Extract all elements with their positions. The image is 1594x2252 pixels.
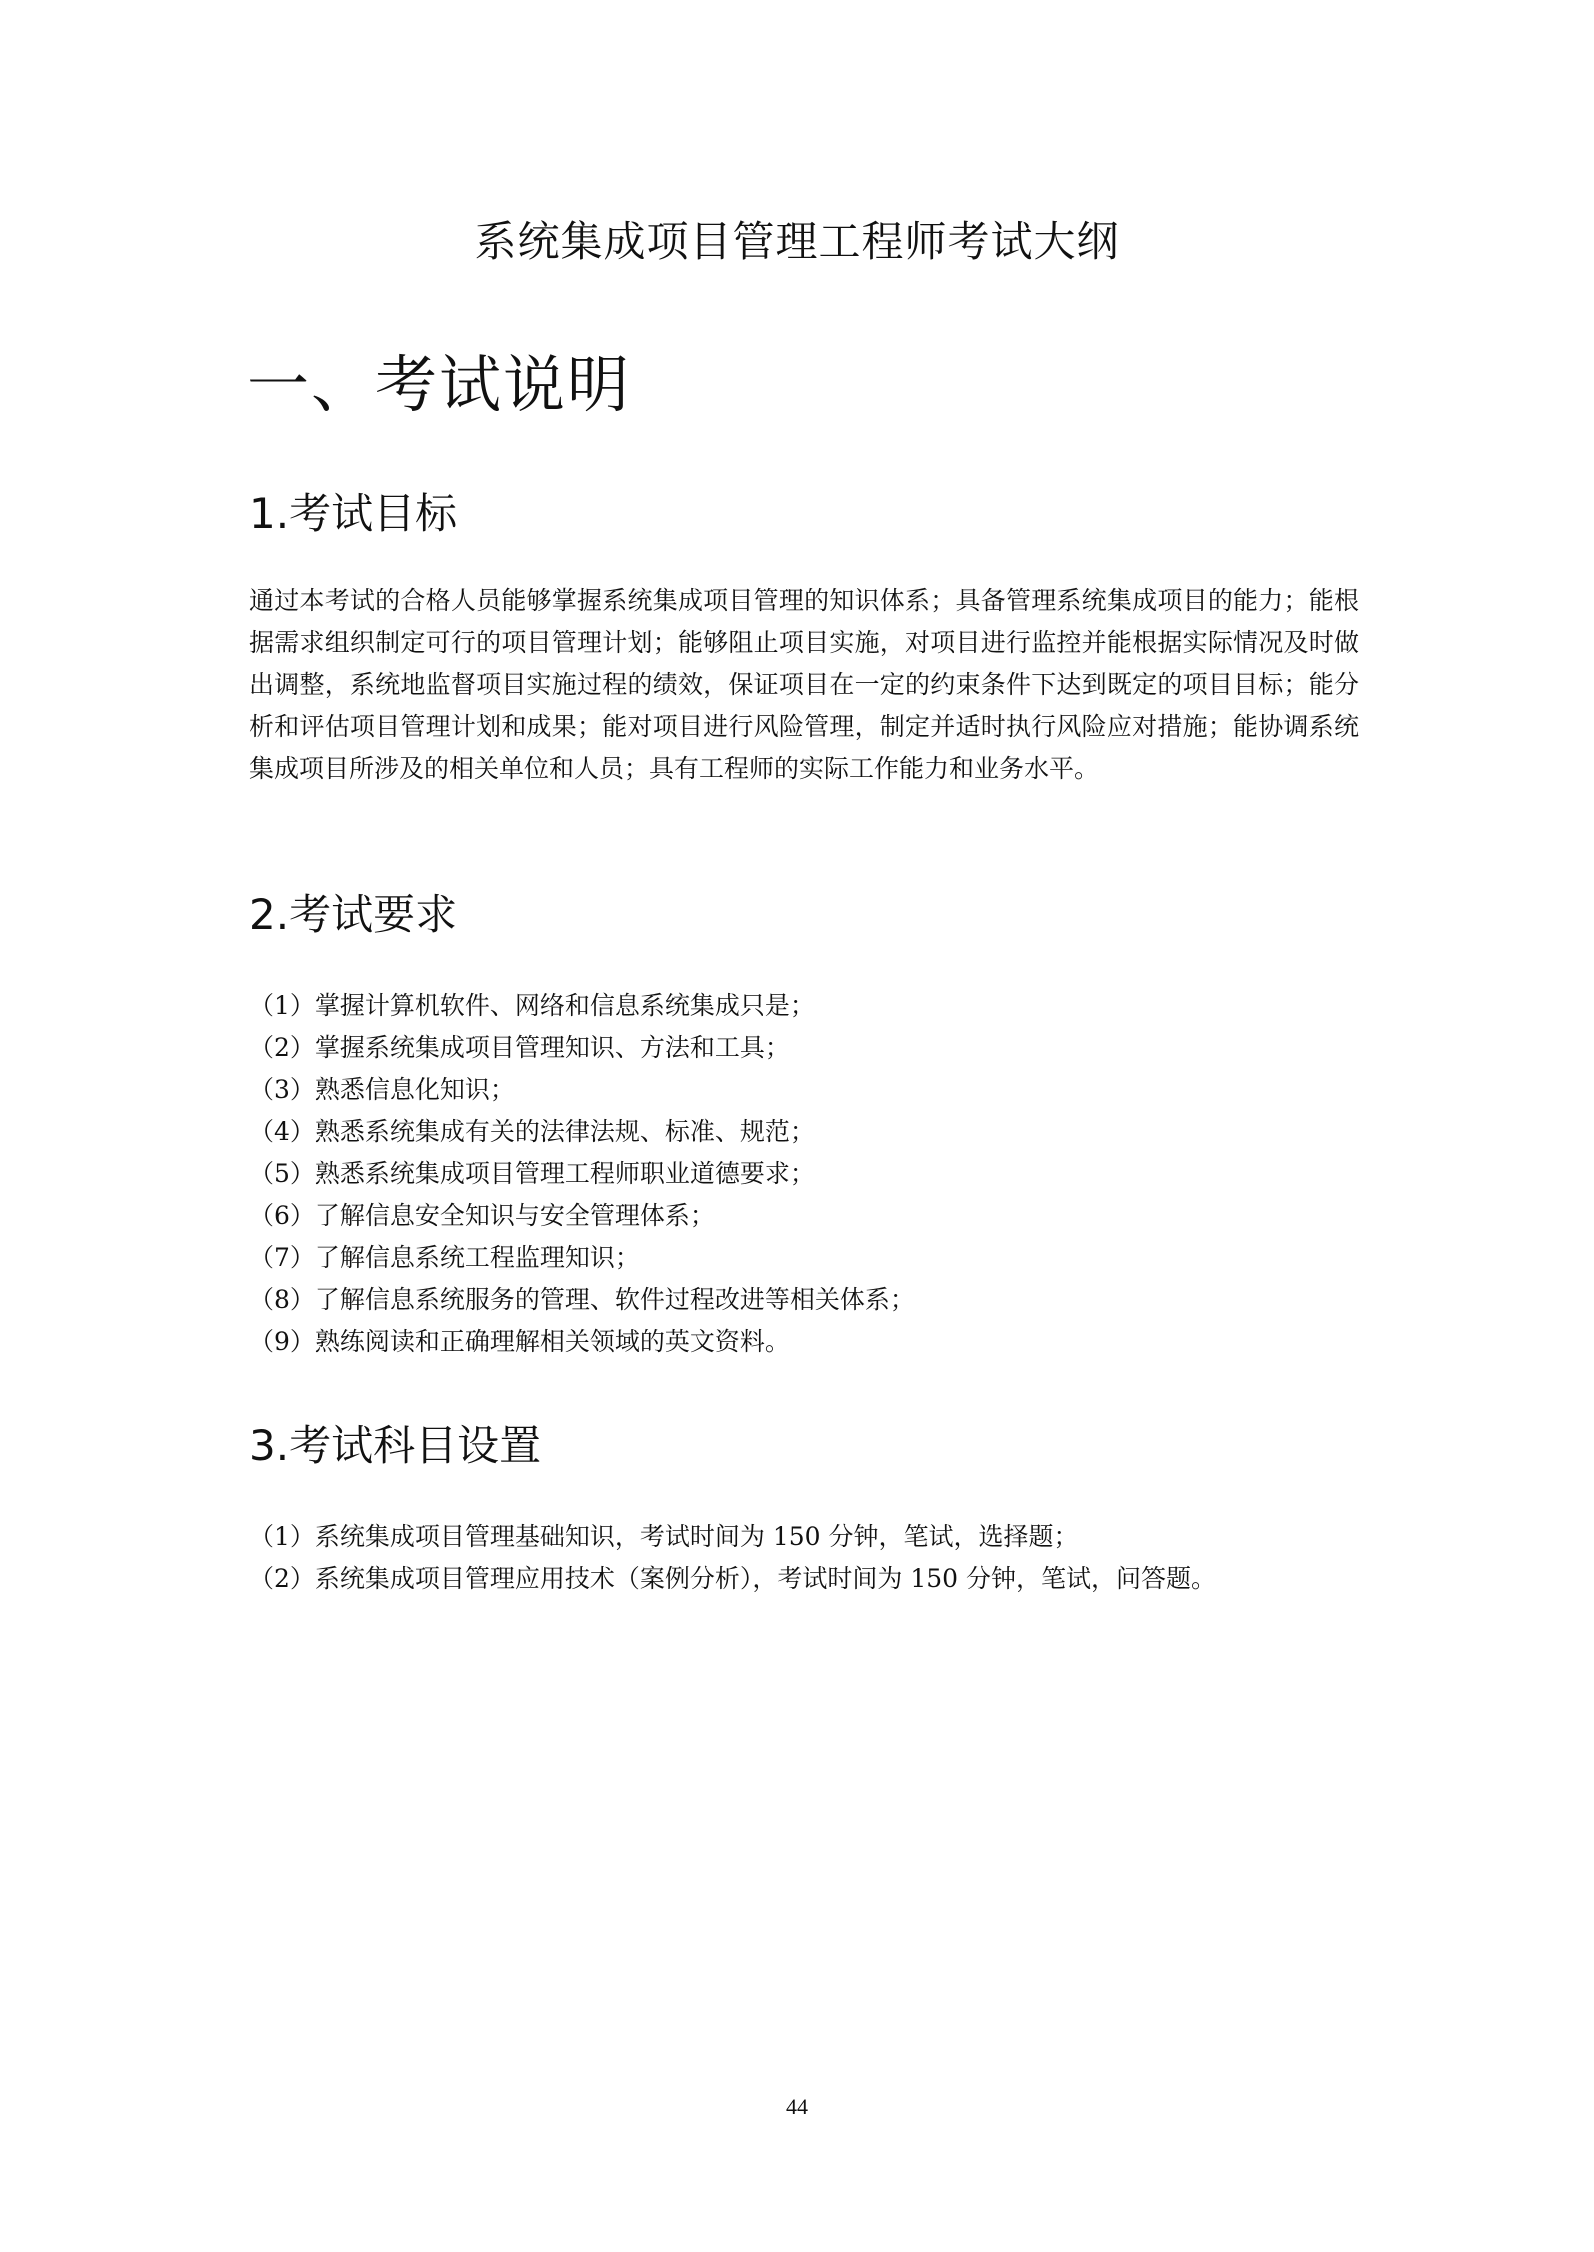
exam-goal-paragraph: 通过本考试的合格人员能够掌握系统集成项目管理的知识体系；具备管理系统集成项目的能力；能根据需求组织制定可行的项目管理计划；能够阻止项目实施，对项目进行监控并能根据实际情况及时做出调整，系统地监督项目实施过程的绩效，保证项目在一定的约束条件下达到既定的项目目标；能分析和评估项目管理计划和成果；能对项目进行风险管理，制定并适时执行风险应对措施；能协调系统集成项目所涉及的相关单位和人员；具有工程师的实际工作能力和业务水平。: [249, 586, 1359, 783]
list-item: （7）了解信息系统工程监理知识；: [249, 1243, 640, 1272]
page-number: 44: [786, 2094, 808, 2119]
exam-requirements-list: [249, 985, 1359, 1363]
list-item: （2）系统集成项目管理应用技术（案例分析），考试时间为 150 分钟，笔试，问答题。: [249, 1564, 1217, 1593]
list-item: （2）掌握系统集成项目管理知识、方法和工具；: [249, 1033, 790, 1062]
list-item: （9）熟练阅读和正确理解相关领域的英文资料。: [249, 1327, 790, 1356]
list-item: （1）系统集成项目管理基础知识，考试时间为 150 分钟，笔试，选择题；: [249, 1522, 1079, 1551]
chapter-title: 一、考试说明: [247, 348, 632, 421]
list-item: （3）熟悉信息化知识；: [249, 1075, 515, 1104]
list-item: （4）熟悉系统集成有关的法律法规、标准、规范；: [249, 1117, 815, 1146]
section-heading-exam-requirements: 2.考试要求: [249, 890, 458, 939]
document-title: 系统集成项目管理工程师考试大纲: [474, 217, 1120, 266]
list-item: （5）熟悉系统集成项目管理工程师职业道德要求；: [249, 1159, 815, 1188]
exam-subjects-list: [249, 1516, 1359, 1600]
list-item: （1）掌握计算机软件、网络和信息系统集成只是；: [249, 991, 815, 1020]
list-item: （6）了解信息安全知识与安全管理体系；: [249, 1201, 715, 1230]
section-heading-exam-goal: 1.考试目标: [249, 489, 458, 538]
section-heading-exam-subjects: 3.考试科目设置: [249, 1421, 542, 1470]
list-item: （8）了解信息系统服务的管理、软件过程改进等相关体系；: [249, 1285, 915, 1314]
